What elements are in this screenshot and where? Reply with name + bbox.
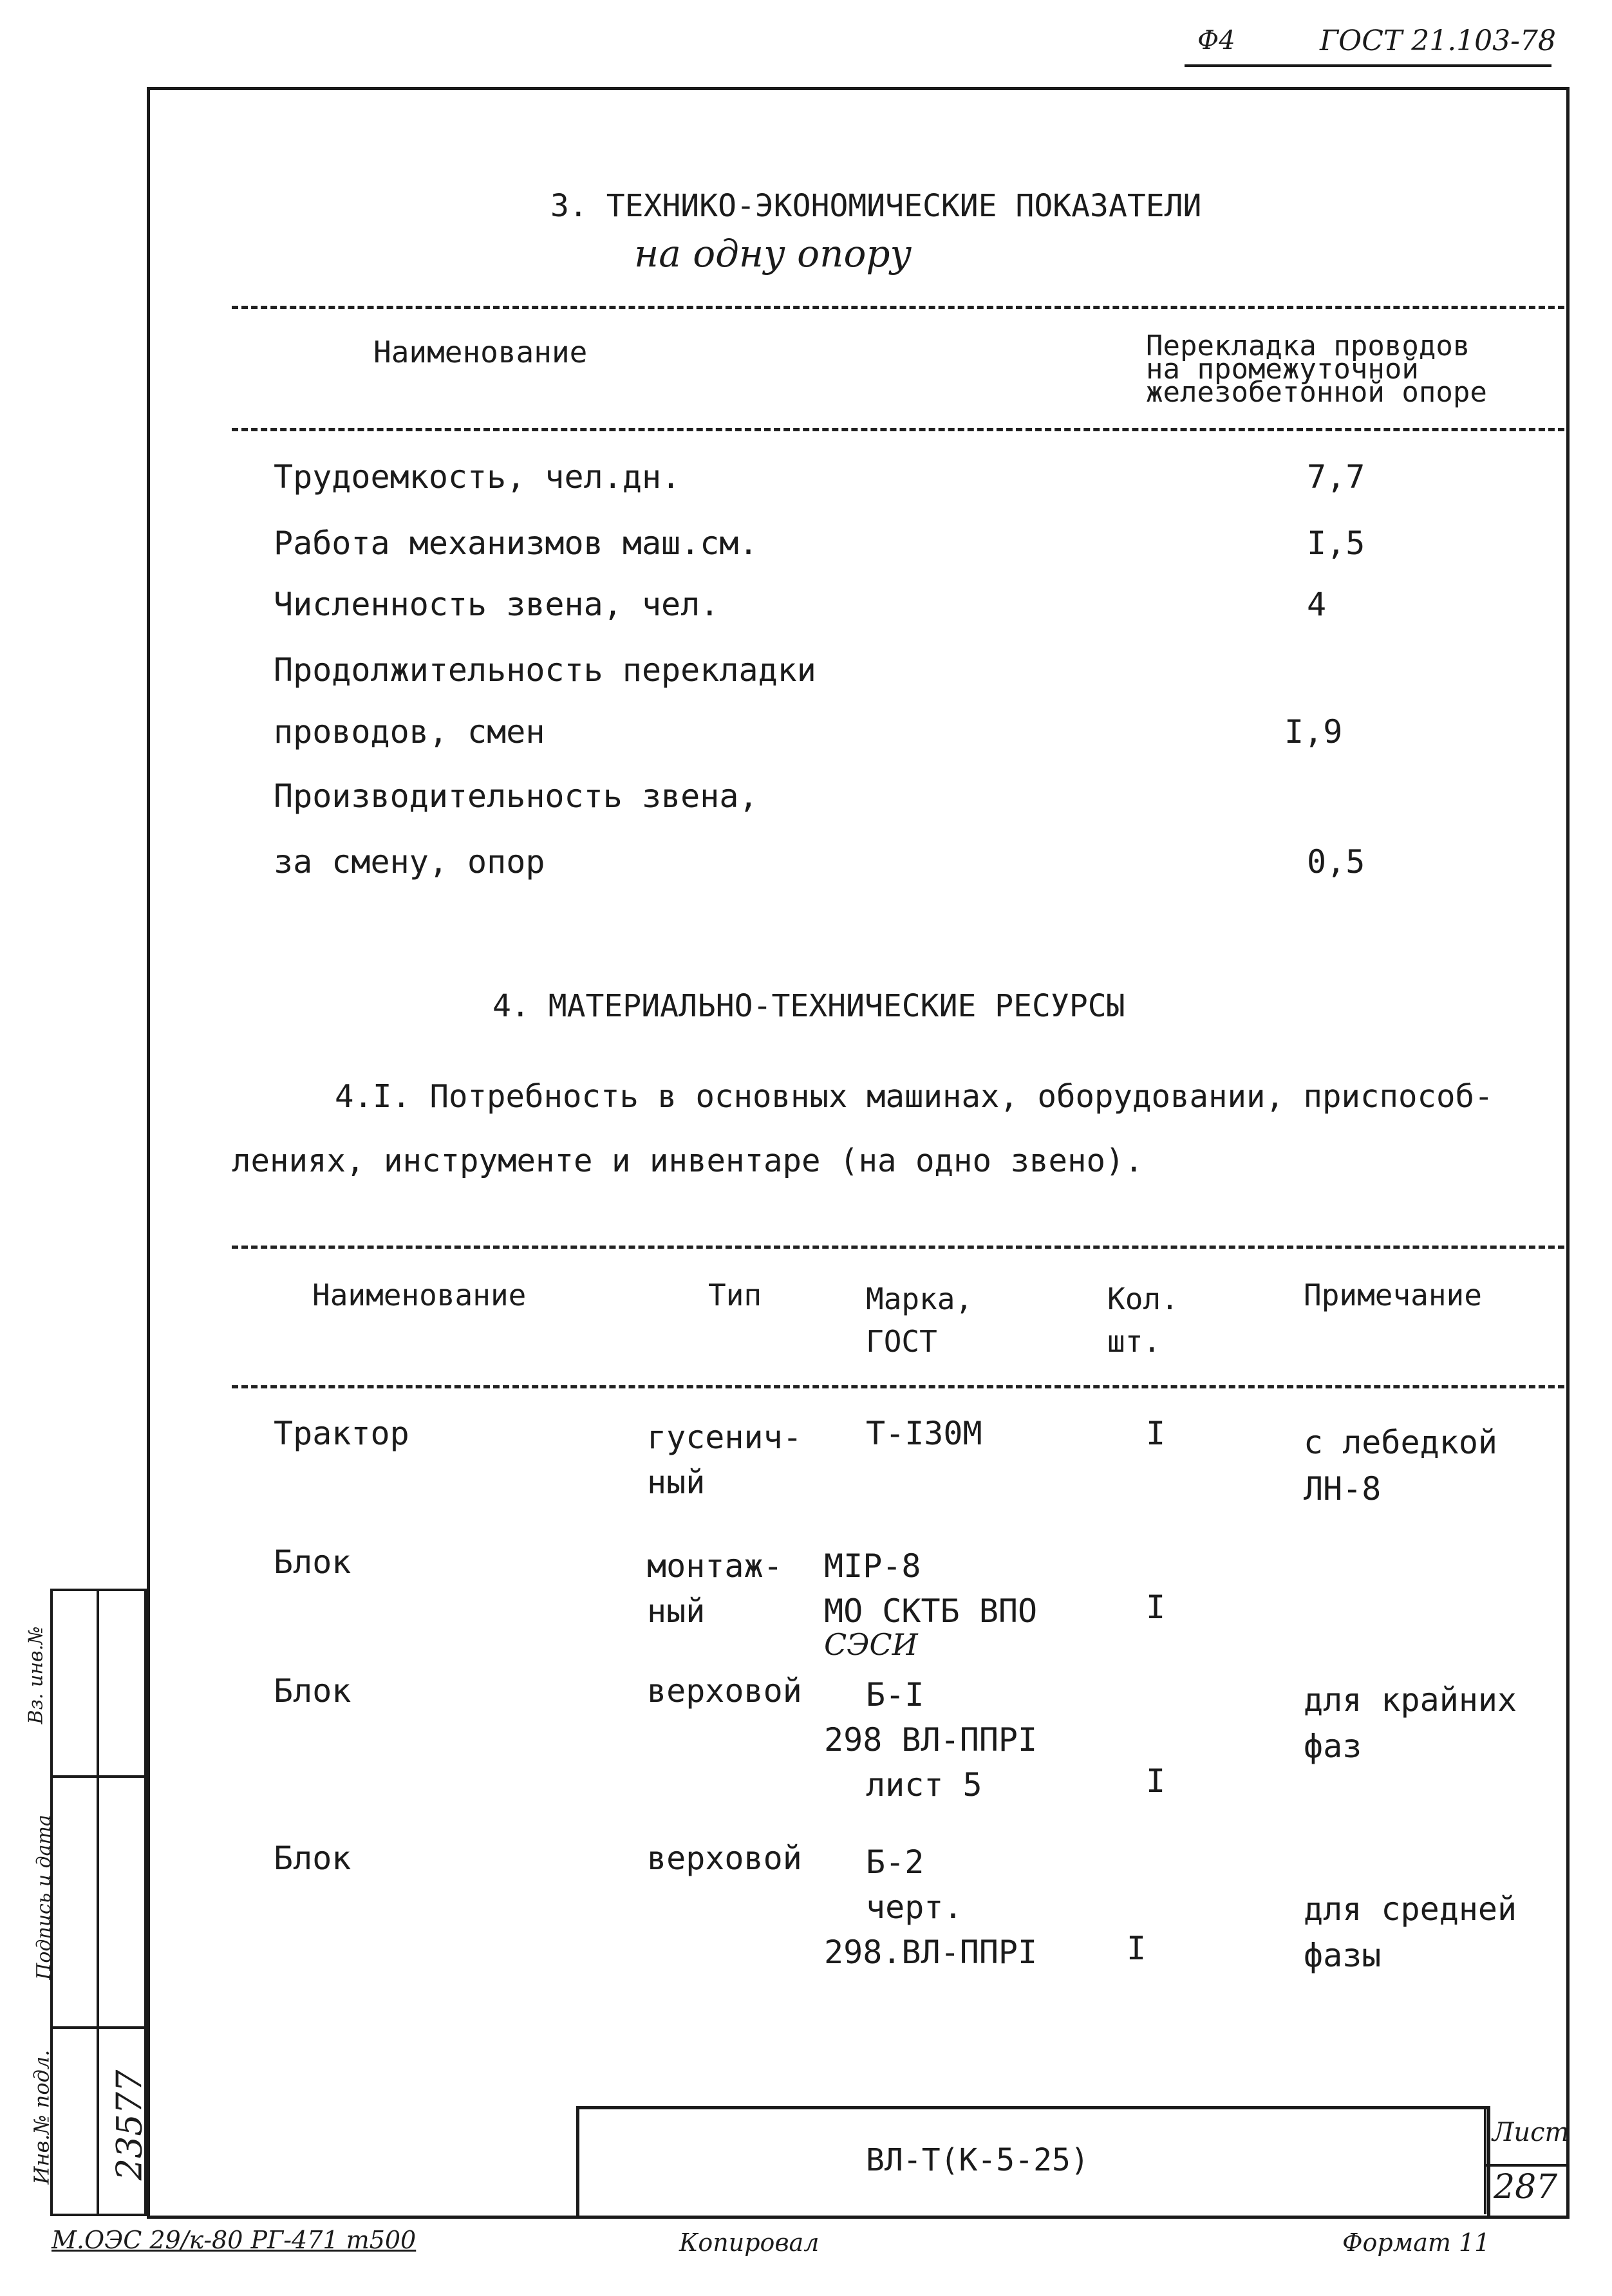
table-cell-type: верховой — [647, 1672, 802, 1710]
document-code: ВЛ-Т(К-5-25) — [866, 2142, 1089, 2178]
sheet-label: Лист — [1492, 2118, 1570, 2147]
table-cell-mark: Т-I30М — [866, 1415, 982, 1452]
table-cell-qty: I — [1146, 1415, 1166, 1452]
table-cell-value: 4 — [1307, 586, 1327, 623]
table-row: Численность звена, чел. — [274, 586, 720, 623]
sheet-mark: Ф4 — [1197, 26, 1235, 55]
table-cell-qty: I — [1127, 1930, 1147, 1967]
frame-top — [147, 87, 1570, 90]
section3-title: 3. ТЕХНИКО-ЭКОНОМИЧЕСКИЕ ПОКАЗАТЕЛИ — [550, 188, 1202, 224]
side-stamp-row1 — [50, 1775, 147, 1778]
footer-format-label: Формат 11 — [1342, 2228, 1490, 2257]
table2-top-rule — [232, 1246, 1564, 1249]
table2-header-qty: Кол. шт. — [1107, 1282, 1179, 1359]
table-cell-value: I,9 — [1284, 713, 1343, 751]
table-row: Трудоемкость, чел.дн. — [274, 458, 681, 496]
frame-right — [1566, 87, 1570, 2219]
table-cell-type: монтаж- ный — [647, 1547, 783, 1630]
table-cell-note: для средней фазы — [1304, 1890, 1517, 1974]
frame-left — [147, 87, 150, 2219]
section4-paragraph-line1: 4.I. Потребность в основных машинах, оборудовании, приспособ- — [335, 1078, 1494, 1115]
table2-header-type: Тип — [708, 1278, 762, 1312]
table-cell-qty: I — [1146, 1762, 1166, 1800]
table-cell-mark-handwritten: СЭСИ — [824, 1627, 918, 1662]
table-row: Работа механизмов маш.см. — [274, 525, 758, 562]
section4-title: 4. МАТЕРИАЛЬНО-ТЕХНИЧЕСКИЕ РЕСУРСЫ — [492, 988, 1125, 1024]
table-cell-value: I,5 — [1307, 525, 1365, 562]
table-row: Блок — [274, 1672, 351, 1710]
side-stamp-divider — [97, 1589, 99, 2216]
header-underline — [1185, 64, 1551, 67]
signature-date-label: Подпись и дата — [32, 1815, 55, 1980]
table-row: Трактор — [274, 1415, 409, 1452]
table-cell-value: 0,5 — [1307, 843, 1365, 881]
table2-header-name: Наименование — [312, 1278, 527, 1312]
table-cell-mark: Б-I 298 ВЛ-ППРI лист 5 — [824, 1676, 1038, 1804]
inv-original-label: Инв.№ подл. — [29, 2049, 54, 2185]
table-cell-qty: I — [1146, 1589, 1166, 1626]
table-row: Блок — [274, 1840, 351, 1877]
table-row: Продолжительность перекладки — [274, 651, 816, 689]
footer-copied-label: Копировал — [679, 2228, 820, 2257]
section3-subtitle: на одну опору — [634, 232, 912, 275]
table1-header-name: Наименование — [373, 335, 588, 369]
table-cell-type: верховой — [647, 1840, 802, 1877]
vzam-inv-label: Вз. инв.№ — [24, 1626, 48, 1724]
table1-header-rule — [232, 428, 1564, 431]
table-cell-value: 7,7 — [1307, 458, 1365, 496]
table1-header-value: Перекладка проводов на промежуточной железобетонной опоре — [1146, 330, 1487, 409]
table2-header-note: Примечание — [1304, 1278, 1482, 1312]
sheet-box-divider — [1484, 2164, 1566, 2167]
table-row: за смену, опор — [274, 843, 545, 881]
sheet-number: 287 — [1494, 2168, 1558, 2207]
table-cell-mark: МIР-8 МО СКТБ ВПО — [824, 1547, 1038, 1630]
inv-original-number: 23577 — [109, 2069, 150, 2181]
table-row: проводов, смен — [274, 713, 545, 751]
side-stamp-row2 — [50, 2026, 147, 2029]
table1-top-rule — [232, 306, 1564, 309]
table2-header-rule — [232, 1385, 1564, 1388]
table-cell-note: с лебедкой ЛН-8 — [1304, 1424, 1498, 1507]
table-cell-note: для крайних фаз — [1304, 1681, 1517, 1765]
table-row: Производительность звена, — [274, 778, 758, 815]
footer-left-note: М.ОЭС 29/к-80 РГ-471 т500 — [52, 2226, 417, 2254]
gost-reference: ГОСТ 21.103-78 — [1320, 24, 1557, 57]
table-cell-mark: Б-2 черт. 298.ВЛ-ППРI — [824, 1843, 1038, 1971]
table-cell-type: гусенич- ный — [647, 1419, 802, 1501]
table-row: Блок — [274, 1544, 351, 1581]
section4-paragraph-line2: лениях, инструменте и инвентаре (на одно звено). — [232, 1143, 1144, 1179]
table2-header-mark: Марка, ГОСТ — [866, 1282, 973, 1359]
